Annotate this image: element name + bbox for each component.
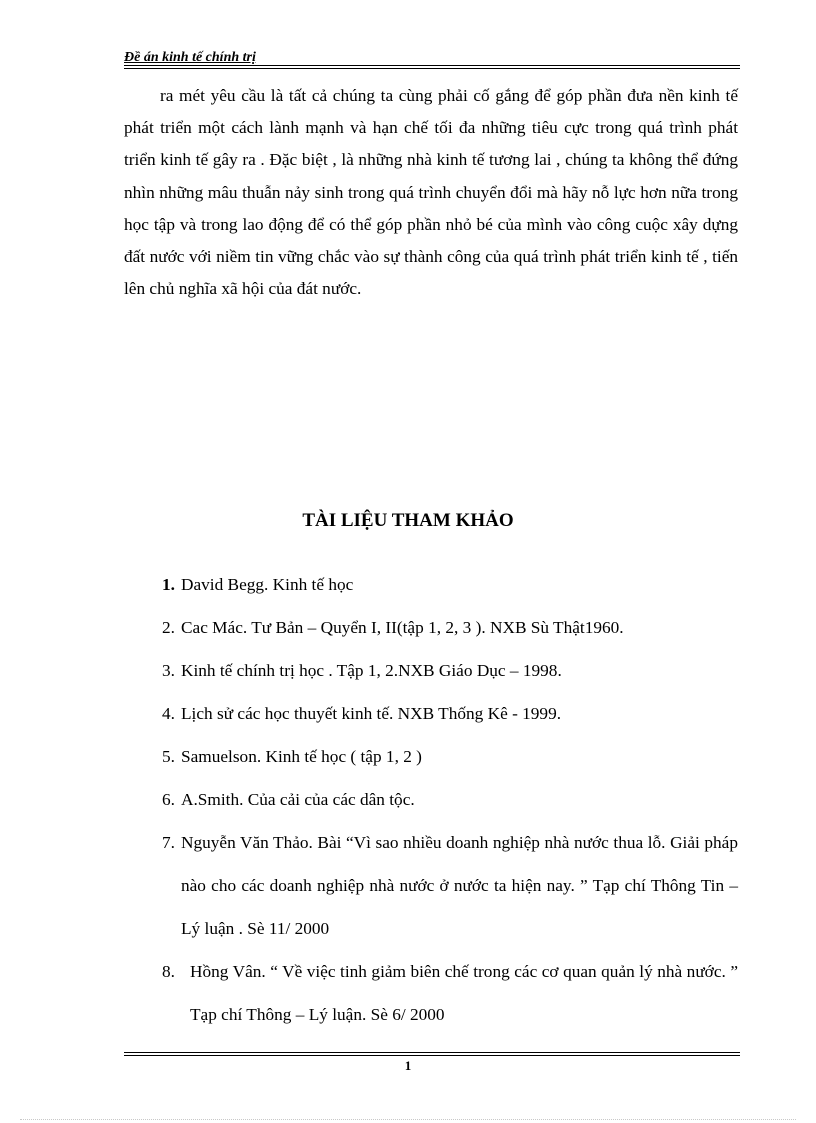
reference-text: Hồng Vân. “ Về việc tinh giảm biên chế trong các cơ quan quản lý nhà nước. ” Tạp chí Thông – Lý luận. Sè 6/ 2000 xyxy=(190,962,738,1024)
reference-number: 4. xyxy=(162,704,175,723)
reference-text: Nguyễn Văn Thảo. Bài “Vì sao nhiều doanh nghiệp nhà nước thua lỗ. Giải pháp nào cho các doanh nghiệp nhà nước ở nước ta hiện nay. ” Tạp chí Thông Tin – Lý luận . Sè 11/ 2000 xyxy=(181,833,738,938)
reference-item xyxy=(124,735,738,778)
header-rule-bottom xyxy=(124,68,740,69)
reference-item xyxy=(124,950,738,1036)
footer-rule-bottom xyxy=(124,1055,740,1056)
reference-text: A.Smith. Của cải của các dân tộc. xyxy=(181,790,415,809)
reference-number: 2. xyxy=(162,618,175,637)
body-paragraph: ra mét yêu cầu là tất cả chúng ta cùng phải cố gắng để góp phần đưa nền kinh tế phát triển một cách lành mạnh và hạn chế tối đa những tiêu cực trong quá trình phát triển kinh tế gây ra . Đặc biệt , là những nhà kinh tế tương lai , chúng ta không thể đứng nhìn những mâu thuẫn nảy sinh trong quá trình chuyển đổi mà hãy nỗ lực hơn nữa trong học tập và trong lao động để có thể góp phần nhỏ bé của mình vào công cuộc xây dựng đất nước với niềm tin vững chắc vào sự thành công của quá trình phát triển kinh tế , tiến lên chủ nghĩa xã hội của đát nước. xyxy=(124,86,738,299)
reference-number: 1. xyxy=(162,575,175,594)
page-number: 1 xyxy=(404,1058,412,1073)
header-rule-top xyxy=(124,65,740,66)
footer-rule-top xyxy=(124,1052,740,1053)
reference-item xyxy=(124,778,738,821)
reference-text: David Begg. Kinh tế học xyxy=(181,575,354,594)
reference-number: 6. xyxy=(162,790,175,809)
reference-item xyxy=(124,821,738,950)
page-bottom-dotted-line xyxy=(20,1119,796,1120)
reference-text: Kinh tế chính trị học . Tập 1, 2.NXB Giáo Dục – 1998. xyxy=(181,661,562,680)
reference-item xyxy=(124,563,738,606)
reference-number: 8. xyxy=(162,962,175,981)
reference-item xyxy=(124,606,738,649)
reference-text: Cac Mác. Tư Bản – Quyển I, II(tập 1, 2, 3 ). NXB Sù Thật1960. xyxy=(181,618,624,637)
page-header-title: Đề án kinh tế chính trị xyxy=(124,50,256,65)
references-heading: TÀI LIỆU THAM KHẢO xyxy=(302,510,514,531)
reference-text: Samuelson. Kinh tế học ( tập 1, 2 ) xyxy=(181,747,422,766)
reference-number: 5. xyxy=(162,747,175,766)
reference-item xyxy=(124,649,738,692)
reference-text: Lịch sử các học thuyết kinh tế. NXB Thống Kê - 1999. xyxy=(181,704,562,723)
reference-number: 7. xyxy=(162,833,175,852)
reference-item xyxy=(124,692,738,735)
reference-number: 3. xyxy=(162,661,175,680)
